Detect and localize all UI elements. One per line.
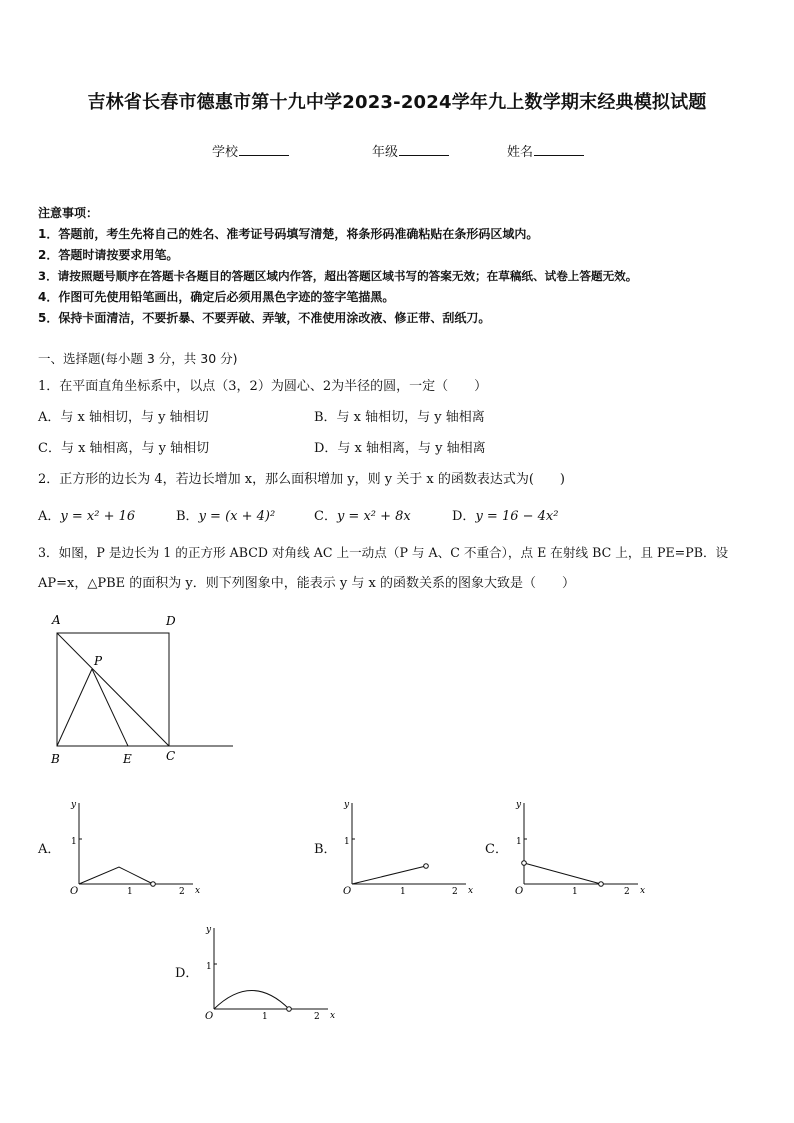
notes-heading: 注意事项： bbox=[38, 206, 99, 220]
tick-label-1: 1 bbox=[262, 1012, 268, 1022]
graph-curve bbox=[524, 863, 601, 884]
note-item: 1．答题前，考生先将自己的姓名、准考证号码填写清楚，将条形码准确粘贴在条形码区域内。 bbox=[38, 227, 539, 241]
tick-label-1: 1 bbox=[572, 887, 578, 897]
name-blank bbox=[534, 143, 584, 156]
tick-label-y1: 1 bbox=[344, 837, 350, 847]
q2-option-a bbox=[38, 505, 135, 524]
q3-option-a-graph bbox=[65, 795, 205, 900]
note-item: 5．保持卡面清洁，不要折暴、不要弄破、弄皱，不准使用涂改液、修正带、刮纸刀。 bbox=[38, 311, 491, 325]
label-d: D bbox=[166, 614, 176, 628]
y-axis-label: y bbox=[71, 800, 77, 810]
y-axis-label: y bbox=[516, 800, 522, 810]
note-item: 2．答题时请按要求用笔。 bbox=[38, 248, 179, 262]
q2-option-c bbox=[314, 505, 411, 524]
x-axis-label: x bbox=[468, 886, 474, 896]
q3-figure-square bbox=[40, 605, 240, 770]
origin-label: O bbox=[343, 886, 352, 897]
graph-curve bbox=[352, 866, 426, 884]
school-label: 学校 bbox=[212, 145, 239, 160]
grade-blank bbox=[399, 143, 449, 156]
q3-option-b-graph bbox=[338, 795, 478, 900]
q2-option-d bbox=[452, 505, 558, 524]
grade-field bbox=[372, 141, 449, 160]
q2-option-b-label: B． bbox=[176, 509, 199, 524]
diagonal-ac bbox=[57, 633, 169, 746]
q3-option-b-label: B． bbox=[314, 842, 337, 857]
open-endpoint bbox=[522, 861, 527, 866]
q1-option-a: A．与 x 轴相切，与 y 轴相切 bbox=[38, 410, 209, 425]
tick-label-y1: 1 bbox=[71, 837, 77, 847]
q1-stem: 1．在平面直角坐标系中，以点（3，2）为圆心、2为半径的圆，一定（ ） bbox=[38, 379, 488, 394]
open-endpoint bbox=[424, 864, 429, 869]
label-c: C bbox=[166, 749, 176, 763]
open-endpoint bbox=[287, 1007, 292, 1012]
q2-option-d-label: D． bbox=[452, 509, 476, 524]
y-axis-label: y bbox=[206, 925, 212, 935]
q2-option-b bbox=[176, 505, 275, 524]
grade-label: 年级 bbox=[372, 145, 399, 160]
origin-label: O bbox=[70, 886, 79, 897]
q2-option-a-expr: y = x² + 16 bbox=[60, 509, 136, 524]
tick-label-1: 1 bbox=[400, 887, 406, 897]
school-field bbox=[212, 141, 289, 160]
note-item: 4．作图可先使用铅笔画出，确定后必须用黑色字迹的签字笔描黑。 bbox=[38, 290, 395, 304]
open-endpoint bbox=[151, 882, 156, 887]
name-label: 姓名 bbox=[507, 145, 534, 160]
notes-block bbox=[38, 203, 637, 329]
tick-label-2: 2 bbox=[624, 887, 630, 897]
section-heading: 一、选择题(每小题 3 分，共 30 分) bbox=[38, 351, 238, 366]
tick-label-1: 1 bbox=[127, 887, 133, 897]
tick-label-2: 2 bbox=[179, 887, 185, 897]
q3-option-c-label: C． bbox=[485, 842, 508, 857]
q3-stem-line2: AP=x，△PBE 的面积为 y．则下列图象中，能表示 y 与 x 的函数关系的图象大致是（ ） bbox=[38, 576, 575, 591]
school-blank bbox=[239, 143, 289, 156]
label-e: E bbox=[123, 752, 132, 766]
y-axis-label: y bbox=[344, 800, 350, 810]
q2-option-b-expr: y = (x + 4)² bbox=[198, 509, 276, 524]
tick-label-2: 2 bbox=[452, 887, 458, 897]
label-b: B bbox=[51, 752, 60, 766]
segment-pb bbox=[57, 669, 92, 746]
q2-option-a-label: A． bbox=[38, 509, 61, 524]
q3-option-d-graph bbox=[200, 920, 340, 1025]
label-p: P bbox=[94, 654, 103, 668]
q3-option-c-graph bbox=[510, 795, 650, 900]
tick-label-y1: 1 bbox=[206, 962, 212, 972]
q3-option-d-label: D． bbox=[175, 966, 199, 981]
q1-option-d: D．与 x 轴相离，与 y 轴相离 bbox=[314, 441, 486, 456]
tick-label-2: 2 bbox=[314, 1012, 320, 1022]
segment-pe bbox=[92, 669, 128, 746]
name-field bbox=[507, 141, 584, 160]
note-item: 3．请按照题号顺序在答题卡各题目的答题区域内作答，超出答题区域书写的答案无效；在草稿纸、试卷上答题无效。 bbox=[38, 269, 638, 283]
q3-option-a-label: A． bbox=[38, 842, 61, 857]
origin-label: O bbox=[515, 886, 524, 897]
label-a: A bbox=[52, 613, 61, 627]
q3-stem-line1: 3．如图，P 是边长为 1 的正方形 ABCD 对角线 AC 上一动点（P 与 A、C 不重合），点 E 在射线 BC 上，且 PE=PB．设 bbox=[38, 545, 729, 560]
q2-option-c-label: C． bbox=[314, 509, 337, 524]
origin-label: O bbox=[205, 1011, 214, 1022]
q1-option-b: B．与 x 轴相切，与 y 轴相离 bbox=[314, 410, 485, 425]
x-axis-label: x bbox=[640, 886, 646, 896]
x-axis-label: x bbox=[195, 886, 201, 896]
open-endpoint bbox=[599, 882, 604, 887]
q2-option-c-expr: y = x² + 8x bbox=[336, 509, 411, 524]
q2-stem: 2．正方形的边长为 4，若边长增加 x，那么面积增加 y，则 y 关于 x 的函数表达式为( ) bbox=[38, 472, 565, 487]
graph-curve bbox=[214, 991, 289, 1010]
page-title: 吉林省长春市德惠市第十九中学2023-2024学年九上数学期末经典模拟试题 bbox=[87, 92, 707, 113]
q1-option-c: C．与 x 轴相离，与 y 轴相切 bbox=[38, 441, 210, 456]
graph-curve bbox=[79, 867, 153, 884]
tick-label-y1: 1 bbox=[516, 837, 522, 847]
x-axis-label: x bbox=[330, 1011, 336, 1021]
q2-option-d-expr: y = 16 − 4x² bbox=[475, 509, 559, 524]
